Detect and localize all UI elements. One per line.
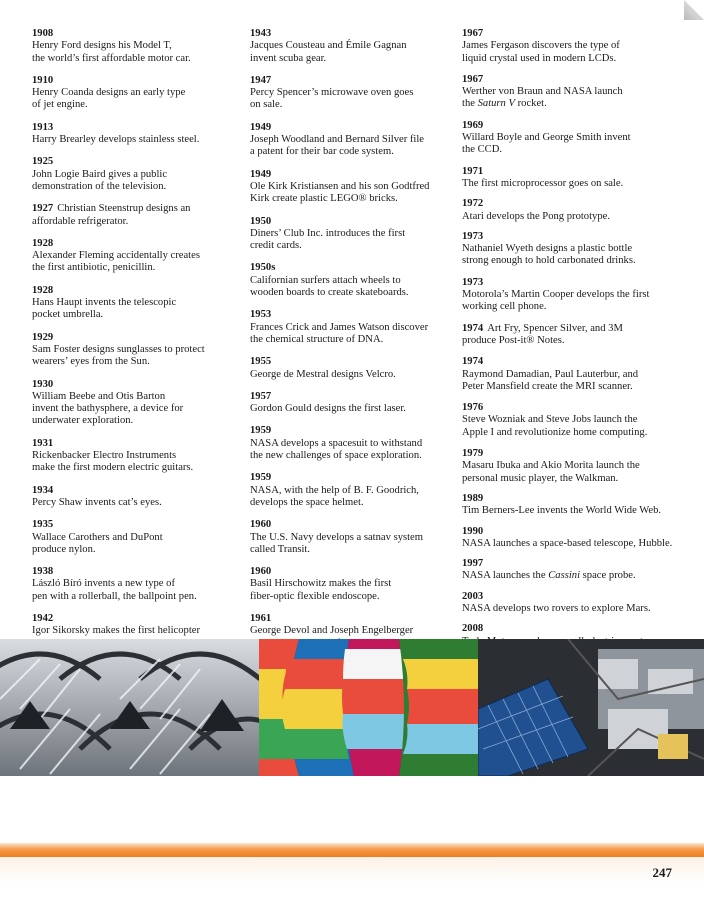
timeline-entry (32, 379, 237, 428)
timeline-entry (32, 75, 237, 112)
entry-description: Rickenbacker Electro Instruments make the first modern electric guitars. (32, 450, 194, 474)
entry-year: 1949 (250, 168, 272, 180)
entry-year: 1913 (32, 121, 54, 133)
entry-description: The U.S. Navy develops a satnav system called Transit. (250, 531, 423, 555)
entry-description: Atari develops the Pong prototype. (462, 210, 610, 222)
entry-description: NASA launches the Cassini space probe. (462, 570, 636, 582)
entry-description: Basil Hirschowitz makes the first fiber-optic flexible endoscope. (250, 578, 392, 602)
entry-year: 1931 (32, 437, 54, 449)
entry-year: 2008 (462, 623, 484, 635)
entry-description: Nathaniel Wyeth designs a plastic bottle strong enough to hold carbonated drinks. (462, 243, 636, 267)
timeline-entry (250, 566, 450, 603)
entry-year: 1908 (32, 28, 54, 39)
entry-description: Raymond Damadian, Paul Lauterbur, and Peter Mansfield create the MRI scanner. (462, 368, 639, 392)
entry-year: 1935 (32, 519, 54, 531)
entry-description: Henry Coanda designs an early type of jet engine. (32, 87, 186, 111)
entry-description: The first microprocessor goes on sale. (462, 177, 624, 189)
timeline-entry (462, 356, 687, 393)
entry-year: 1969 (462, 119, 484, 131)
entry-description: Jacques Cousteau and Émile Gagnan invent scuba gear. (250, 40, 407, 64)
entry-description: Igor Sikorsky makes the first helicopter (32, 625, 200, 637)
timeline-entry (250, 472, 450, 509)
entry-description: Sam Foster designs sunglasses to protect wearers’ eyes from the Sun. (32, 343, 205, 368)
timeline-column-3 (462, 28, 687, 648)
timeline-column-2 (250, 28, 450, 650)
timeline-entry (250, 28, 450, 65)
entry-year: 1930 (32, 378, 54, 390)
entry-year: 1950s (250, 262, 276, 274)
timeline-entry (250, 391, 450, 416)
entry-year: 1979 (462, 448, 484, 460)
entry-year: 1928 (32, 284, 54, 296)
timeline-entry (462, 74, 687, 111)
timeline-entry (462, 198, 687, 223)
timeline-entry (462, 591, 687, 616)
entry-year: 1989 (462, 492, 484, 504)
entry-year: 1934 (32, 484, 54, 496)
entry-description: Percy Shaw invents cat’s eyes. (32, 496, 162, 508)
entry-year: 1929 (32, 331, 54, 343)
entry-description: Christian Steenstrup designs an affordable refrigerator. (32, 203, 191, 227)
entry-description: Hans Haupt invents the telescopic pocket umbrella. (32, 297, 177, 321)
entry-year: 1973 (462, 276, 484, 288)
entry-year: 1974 (462, 356, 484, 368)
entry-year: 1959 (250, 425, 272, 437)
entry-description: Henry Ford designs his Model T, the world’s first affordable motor car. (32, 40, 191, 64)
entry-description: Masaru Ibuka and Akio Morita launch the personal music player, the Walkman. (462, 460, 640, 484)
entry-description: Werther von Braun and NASA launch the Saturn V rocket. (462, 86, 623, 110)
timeline-entry (250, 356, 450, 381)
timeline-entry (462, 402, 687, 439)
entry-year: 1938 (32, 566, 54, 578)
entry-description: Art Fry, Spencer Silver, and 3M produce Post-it® Notes. (462, 322, 623, 346)
entry-year: 1943 (250, 28, 272, 39)
page-corner-fold (684, 0, 704, 20)
entry-description: NASA develops a spacesuit to withstand the new challenges of space exploration. (250, 437, 423, 462)
page-number: 247 (652, 865, 672, 880)
entry-description: Tim Berners-Lee invents the World Wide Web. (462, 505, 662, 517)
entry-description: Wallace Carothers and DuPont produce nylon. (32, 531, 163, 555)
entry-year: 1997 (462, 558, 484, 570)
timeline-entry (32, 238, 237, 275)
entry-description: Percy Spencer’s microwave oven goes on sale. (250, 87, 414, 111)
timeline-column-1 (32, 28, 237, 650)
entry-year: 1925 (32, 156, 54, 168)
entry-description: Motorola’s Martin Cooper develops the first working cell phone. (462, 289, 650, 313)
timeline-entry (32, 203, 237, 228)
entry-description: László Bíró invents a new type of pen with a rollerball, the ballpoint pen. (32, 578, 197, 602)
entry-description: Harry Brearley develops stainless steel. (32, 134, 200, 146)
timeline-entry (32, 156, 237, 193)
entry-year: 1953 (250, 309, 272, 321)
entry-description: Californian surfers attach wheels to wooden boards to create skateboards. (250, 274, 409, 299)
entry-year: 1973 (462, 230, 484, 242)
timeline-entry (462, 493, 687, 518)
entry-description: Joseph Woodland and Bernard Silver file a patent for their bar code system. (250, 134, 425, 158)
entry-year: 1967 (462, 73, 484, 85)
entry-year: 1959 (250, 472, 272, 484)
entry-year: 1949 (250, 121, 272, 133)
timeline-entry (32, 566, 237, 603)
timeline-entry (250, 262, 450, 299)
timeline-entry (462, 231, 687, 268)
photo-strip (0, 639, 704, 776)
entry-description: Frances Crick and James Watson discover the chemical structure of DNA. (250, 321, 429, 345)
entry-description: NASA develops two rovers to explore Mars. (462, 602, 651, 614)
timeline-entry (462, 120, 687, 157)
entry-year: 1960 (250, 566, 272, 578)
timeline-entry (462, 448, 687, 485)
entry-description: NASA launches a space-based telescope, Hubble. (462, 537, 673, 549)
timeline-entry (250, 519, 450, 556)
timeline-entry (32, 332, 237, 369)
entry-year: 1947 (250, 74, 272, 86)
entry-description: Alexander Fleming accidentally creates the first antibiotic, penicillin. (32, 250, 200, 274)
entry-year: 1928 (32, 237, 54, 249)
timeline-entry (462, 323, 687, 348)
entry-year: 1950 (250, 215, 272, 227)
entry-year: 1942 (32, 612, 54, 624)
entry-year: 1957 (250, 390, 272, 402)
entry-description: George de Mestral designs Velcro. (250, 368, 396, 380)
timeline-entry (250, 169, 450, 206)
entry-description: John Logie Baird gives a public demonstration of the television. (32, 168, 168, 192)
entry-year: 1976 (462, 402, 484, 414)
timeline-entry (250, 425, 450, 462)
timeline-entry (32, 122, 237, 147)
entry-description: William Beebe and Otis Barton invent the bathysphere, a device for underwater exploration. (32, 390, 184, 427)
entry-year: 1955 (250, 356, 272, 368)
timeline-entry (250, 309, 450, 346)
entry-description: James Fergason discovers the type of liquid crystal used in modern LCDs. (462, 40, 620, 64)
bottom-shade (0, 857, 704, 900)
entry-year: 1927 (32, 203, 54, 215)
entry-year: 1990 (462, 525, 484, 537)
timeline-entry (462, 28, 687, 65)
entry-description: Steve Wozniak and Steve Jobs launch the Apple I and revolutionize home computing. (462, 414, 648, 438)
entry-year: 1961 (250, 612, 272, 624)
space-station-photo (478, 639, 704, 776)
timeline-entry (32, 438, 237, 475)
entry-year: 1972 (462, 198, 484, 210)
bottom-accent-bar (0, 843, 704, 857)
timeline-entry (32, 519, 237, 556)
timeline-entry (250, 216, 450, 253)
timeline-entry (462, 166, 687, 191)
entry-year: 2003 (462, 590, 484, 602)
timeline-entry (462, 277, 687, 314)
timeline-entry (250, 75, 450, 112)
entry-description: Diners’ Club Inc. introduces the first credit cards. (250, 227, 406, 252)
entry-year: 1971 (462, 165, 484, 177)
entry-description: Willard Boyle and George Smith invent the CCD. (462, 132, 631, 156)
timeline-entry (462, 558, 687, 583)
timeline-entry (32, 285, 237, 322)
entry-year: 1967 (462, 28, 484, 39)
entry-year: 1960 (250, 519, 272, 531)
timeline-entry (462, 526, 687, 551)
hot-air-balloon-photo (259, 639, 478, 776)
timeline-entry (32, 28, 237, 65)
timeline-entry (250, 122, 450, 159)
entry-year: 1974 (462, 322, 484, 334)
entry-description: NASA, with the help of B. F. Goodrich, develops the space helmet. (250, 484, 419, 508)
entry-description: Ole Kirk Kristiansen and his son Godtfred Kirk create plastic LEGO® bricks. (250, 180, 430, 205)
entry-description: Gordon Gould designs the first laser. (250, 403, 406, 415)
timeline-entry (32, 485, 237, 510)
entry-description: George Devol and Joseph Engelberger (250, 625, 414, 637)
architecture-photo (0, 639, 259, 776)
entry-year: 1910 (32, 74, 54, 86)
